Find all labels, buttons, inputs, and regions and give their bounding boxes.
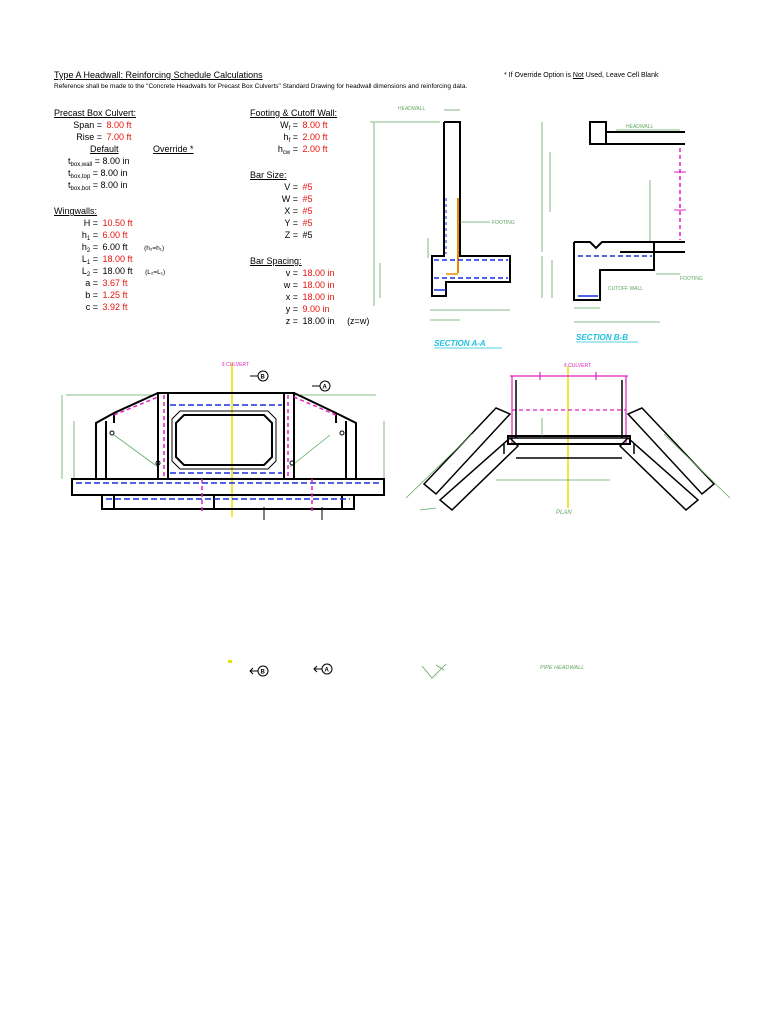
- section-aa-dimensions: [370, 110, 510, 320]
- hcw-value[interactable]: 2.00 ft: [302, 144, 328, 154]
- h2-value[interactable]: 6.00 ft: [102, 242, 128, 252]
- section-aa-outline: [432, 122, 510, 296]
- default-header: Default: [90, 144, 119, 154]
- X-row: X = #5: [284, 206, 313, 216]
- bar-spacing-heading: Bar Spacing:: [250, 256, 302, 266]
- span-row: Span = 8.00 ft: [73, 120, 132, 130]
- elevation-rebar-blue: [76, 405, 380, 499]
- footing-label-bb: FOOTING: [680, 276, 703, 282]
- section-marker-a[interactable]: [312, 381, 330, 391]
- headwall-label-bb: HEADWALL: [626, 124, 654, 130]
- h1-value[interactable]: 6.00 ft: [102, 230, 128, 240]
- elevation-dimensions: [62, 393, 384, 479]
- svg-text:A: A: [324, 667, 329, 674]
- svg-text:B: B: [260, 669, 265, 676]
- Y-value[interactable]: #5: [302, 218, 313, 228]
- page-title: Type A Headwall: Reinforcing Schedule Calculations: [54, 70, 263, 80]
- bar-size-heading: Bar Size:: [250, 170, 287, 180]
- ttop-value[interactable]: = 8.00 in: [92, 168, 128, 178]
- X-value[interactable]: #5: [302, 206, 313, 216]
- wingwalls-heading: Wingwalls:: [54, 206, 98, 216]
- twall-value[interactable]: = 8.00 in: [94, 156, 130, 166]
- section-bb-dimensions: [542, 122, 680, 322]
- svg-text:B: B: [260, 374, 265, 381]
- rise-row: Rise = 7.00 ft: [76, 132, 132, 142]
- plan-drawing: [400, 358, 730, 518]
- rise-value[interactable]: 7.00 ft: [106, 132, 132, 142]
- h2-note: (h₂=h₁): [144, 245, 165, 252]
- section-bb-drawing: [530, 112, 710, 352]
- hf-value[interactable]: 2.00 ft: [302, 132, 328, 142]
- override-header: Override *: [153, 144, 194, 154]
- W-value[interactable]: #5: [302, 194, 313, 204]
- w-row: w = 18.00 in: [283, 280, 335, 290]
- hcw-row: $h_{cw} = 2.00$ ft: [277, 144, 328, 156]
- section-bb-title: SECTION B-B: [576, 333, 628, 342]
- culvert-heading: Precast Box Culvert:: [54, 108, 137, 118]
- footing-label-aa: FOOTING: [492, 220, 515, 226]
- ttop-row: $t_{box,top} = 8.00$ in: [68, 168, 128, 180]
- svg-text:A: A: [322, 384, 327, 391]
- override-note: * If Override Option is Not Used, Leave Cell Blank: [504, 72, 659, 79]
- z-value[interactable]: 18.00 in: [302, 316, 335, 326]
- H-row: H = 10.50 ft: [83, 218, 133, 228]
- w-value[interactable]: 18.00 in: [302, 280, 335, 290]
- y-value[interactable]: 9.00 in: [302, 304, 330, 314]
- y-row: y = 9.00 in: [285, 304, 330, 314]
- V-value[interactable]: #5: [302, 182, 313, 192]
- reference-note: Reference shall be made to the "Concrete Headwalls for Precast Box Culverts" Standard Drawing for headwall dimensions and reinforcing data.: [54, 83, 468, 90]
- plan-culvert-cl-label: ¢ CULVERT: [564, 363, 592, 369]
- section-marker-a-lower[interactable]: [312, 662, 334, 676]
- span-value[interactable]: 8.00 ft: [106, 120, 132, 130]
- z-row: z = 18.00 in (z=w): [285, 316, 370, 326]
- headwall-label-aa: HEADWALL: [398, 106, 426, 112]
- section-aa-title: SECTION A-A: [434, 339, 486, 348]
- twall-row: $t_{box,wall} = 8.00$ in: [68, 156, 130, 168]
- section-bb-outline: [574, 122, 685, 300]
- v-value[interactable]: 18.00 in: [302, 268, 335, 278]
- L2-row: $L_2 = 18.00$ ft (L₂=L₁): [81, 266, 166, 278]
- v-row: v = 18.00 in: [285, 268, 335, 278]
- c-value[interactable]: 3.92 ft: [102, 302, 128, 312]
- h2-row: $h_2 = 6.00$ ft (h₂=h₁): [81, 242, 165, 254]
- centerline-marker: [228, 660, 232, 663]
- a-row: a = 3.67 ft: [85, 278, 128, 288]
- L2-note: (L₂=L₁): [145, 269, 166, 276]
- elevation-outline: [72, 393, 384, 509]
- Wf-row: $W_f = 8.00$ ft: [280, 120, 328, 132]
- Z-row: Z = #5: [284, 230, 313, 240]
- footing-heading: Footing & Cutoff Wall:: [250, 108, 338, 118]
- x-row: x = 18.00 in: [285, 292, 335, 302]
- z-note: (z=w): [347, 316, 370, 326]
- plan-rebar-magenta: [510, 372, 628, 444]
- plan-title: PLAN: [556, 510, 572, 516]
- plan-corner-detail: [420, 662, 450, 682]
- H-value[interactable]: 10.50 ft: [102, 218, 133, 228]
- V-row: V = #5: [284, 182, 313, 192]
- section-marker-b-lower[interactable]: [248, 664, 270, 678]
- cutoff-wall-label: CUTOFF WALL: [608, 286, 644, 292]
- elevation-drawing: [54, 355, 394, 520]
- b-row: b = 1.25 ft: [85, 290, 128, 300]
- tbot-value[interactable]: = 8.00 in: [92, 180, 128, 190]
- tbot-row: $t_{box,bot} = 8.00$ in: [68, 180, 128, 192]
- L2-value[interactable]: 18.00 ft: [102, 266, 133, 276]
- section-aa-drawing: [360, 98, 525, 353]
- hf-row: $h_f = 2.00$ ft: [283, 132, 328, 144]
- h1-row: $h_1 = 6.00$ ft: [81, 230, 128, 242]
- x-value[interactable]: 18.00 in: [302, 292, 335, 302]
- L1-value[interactable]: 18.00 ft: [102, 254, 133, 264]
- b-value[interactable]: 1.25 ft: [102, 290, 128, 300]
- pipe-headwall-label: PIPE HEADWALL: [540, 665, 585, 671]
- Wf-value[interactable]: 8.00 ft: [302, 120, 328, 130]
- Z-value[interactable]: #5: [302, 230, 313, 240]
- Y-row: Y = #5: [284, 218, 313, 228]
- W-row: W = #5: [281, 194, 313, 204]
- a-value[interactable]: 3.67 ft: [102, 278, 128, 288]
- c-row: c = 3.92 ft: [85, 302, 128, 312]
- L1-row: $L_1 = 18.00$ ft: [81, 254, 133, 266]
- section-marker-b[interactable]: [250, 371, 268, 381]
- culvert-cl-label: ¢ CULVERT: [222, 362, 250, 368]
